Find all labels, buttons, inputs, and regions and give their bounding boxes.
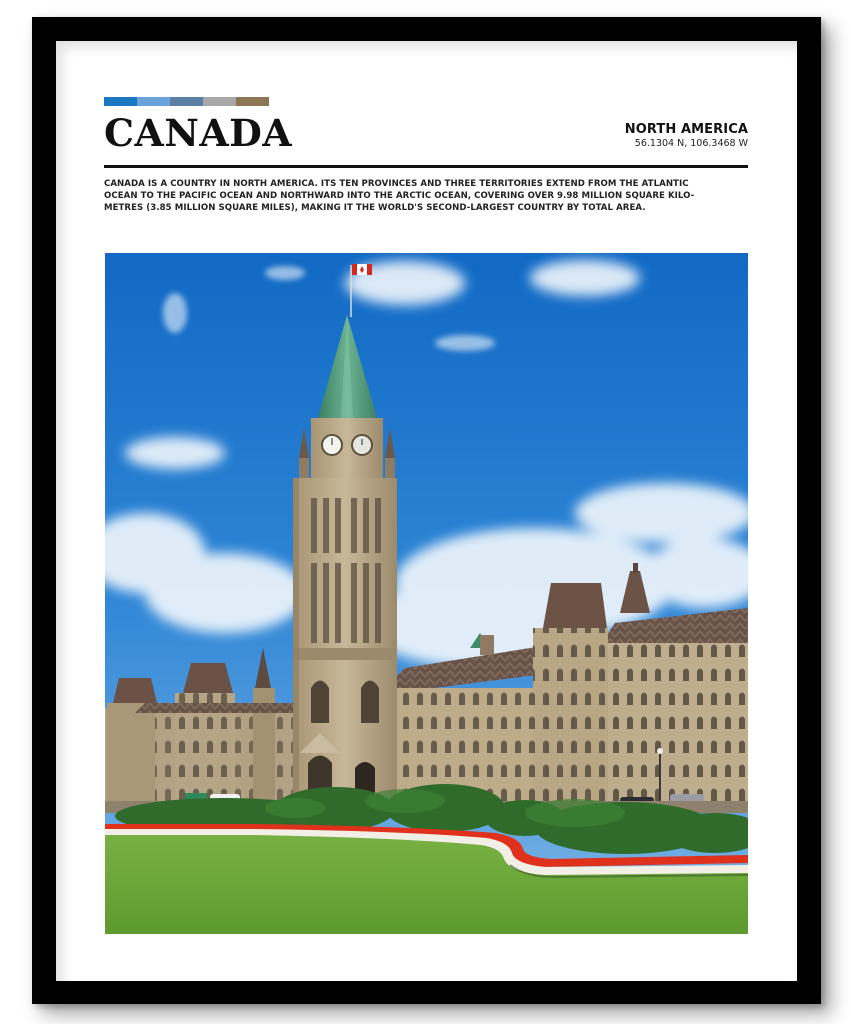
coordinates: 56.1304 N, 106.3468 W [634, 138, 748, 149]
description-line-3: METRES (3.85 MILLION SQUARE MILES), MAKING IT THE WORLD'S SECOND-LARGEST COUNTRY BY TOTAL AREA. [104, 203, 646, 213]
color-swatch-5 [236, 97, 269, 106]
description-line-2: OCEAN TO THE PACIFIC OCEAN AND NORTHWARD INTO THE ARCTIC OCEAN, COVERING OVER 9.98 MILLION SQUARE KILO- [104, 191, 695, 201]
color-swatch-3 [170, 97, 203, 106]
color-swatch-4 [203, 97, 236, 106]
description-line-1: CANADA IS A COUNTRY IN NORTH AMERICA. ITS TEN PROVINCES AND THREE TERRITORIES EXTEND FROM THE ATLANTIC [104, 179, 689, 189]
color-swatch-2 [137, 97, 170, 106]
color-swatch-1 [104, 97, 137, 106]
region-block [625, 123, 748, 149]
parliament-photo [105, 253, 748, 934]
poster-frame [32, 17, 821, 1004]
title-divider [104, 165, 748, 168]
poster-mat [56, 41, 797, 981]
region-name: NORTH AMERICA [624, 122, 748, 137]
color-palette-bar [104, 97, 269, 106]
description [104, 178, 754, 214]
poster-title: CANADA [104, 111, 293, 155]
